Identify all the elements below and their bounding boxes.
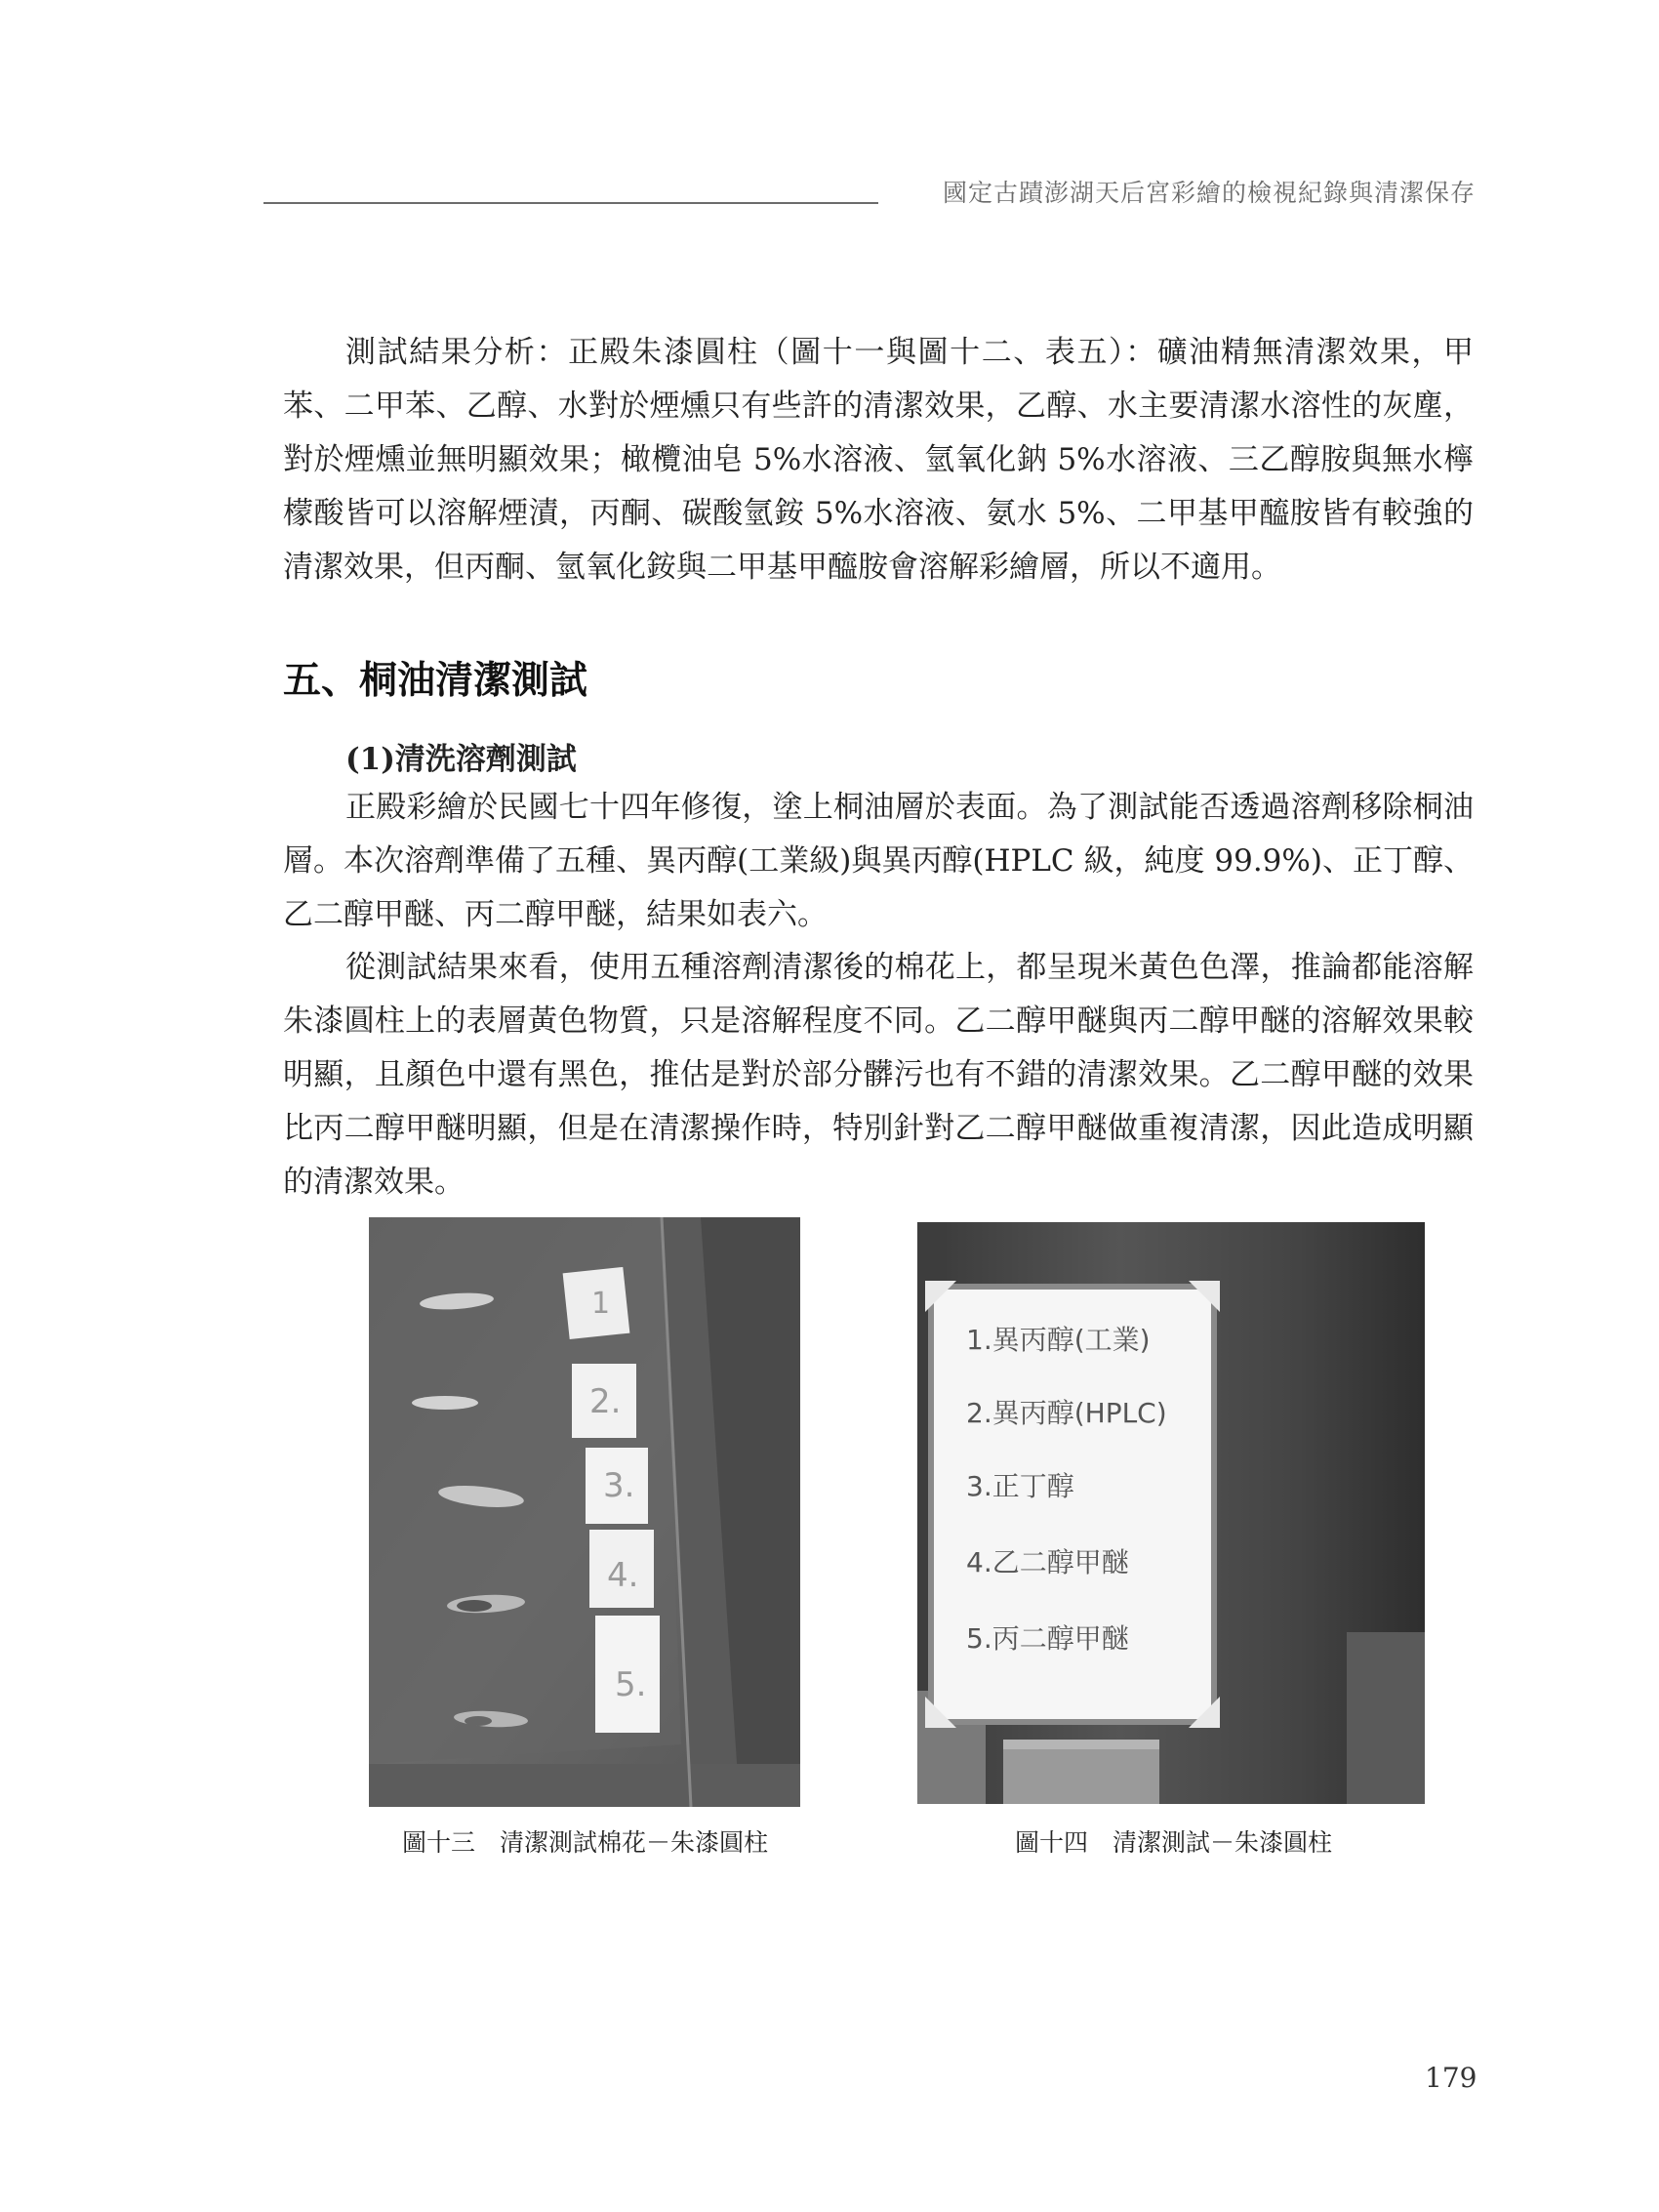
figure-13-caption: 圖十三 清潔測試棉花－朱漆圓柱 [402,1828,769,1857]
board-line-3: 3.正丁醇 [966,1470,1074,1502]
figure-14-caption: 圖十四 清潔測試－朱漆圓柱 [1015,1828,1333,1857]
whiteboard-photo [917,1222,1425,1804]
figure-14 [917,1222,1425,1804]
page-number: 179 [1425,2062,1477,2094]
label-2: 2. [589,1382,622,1421]
board-line-5: 5.丙二醇甲醚 [966,1622,1129,1655]
figure-13 [369,1217,800,1807]
board-line-2: 2.異丙醇(HPLC) [966,1397,1167,1429]
board-line-1: 1.異丙醇(工業) [966,1324,1151,1356]
section-heading: 五、桐油清潔測試 [283,658,588,703]
result-paragraph: 從測試結果來看，使用五種溶劑清潔後的棉花上，都呈現米黃色色澤，推論都能溶解朱漆圓柱上的表層黃色物質，只是溶解程度不同。乙二醇甲醚與丙二醇甲醚的溶解效果較明顯，且顏色中還有黑色，推估是對於部分髒污也有不錯的清潔效果。乙二醇甲醚的效果比丙二醇甲醚明顯，但是在清潔操作時，特別針對乙二醇甲醚做重複清潔，因此造成明顯的清潔效果。 [283,950,1474,1200]
label-5: 5. [615,1665,647,1704]
subheading: (1)清洗溶劑測試 [345,742,577,777]
cotton-swab-photo [369,1217,800,1807]
board-line-4: 4.乙二醇甲醚 [966,1546,1129,1578]
running-header-title: 國定古蹟澎湖天后宮彩繪的檢視紀錄與清潔保存 [942,179,1476,207]
analysis-paragraph: 測試結果分析：正殿朱漆圓柱（圖十一與圖十二、表五）：礦油精無清潔效果，甲苯、二甲苯、乙醇、水對於煙燻只有些許的清潔效果，乙醇、水主要清潔水溶性的灰塵，對於煙燻並無明顯效果；橄欖油皂 5%水溶液、氫氧化鈉 5%水溶液、三乙醇胺與無水檸檬酸皆可以溶解煙漬，丙酮、碳酸氫銨 5%水溶液、氨水 5%、二甲基甲醯胺皆有較強的清潔效果，但丙酮、氫氧化銨與二甲基甲醯胺會溶解彩繪層，所以不適用。 [283,335,1474,585]
label-3: 3. [603,1466,635,1505]
label-1: 1 [591,1287,611,1321]
header-rule [263,202,878,204]
label-4: 4. [607,1556,639,1595]
intro-paragraph: 正殿彩繪於民國七十四年修復，塗上桐油層於表面。為了測試能否透過溶劑移除桐油層。本次溶劑準備了五種、異丙醇(工業級)與異丙醇(HPLC 級，純度 99.9%)、正丁醇、乙二醇甲醚、丙二醇甲醚，結果如表六。 [283,790,1474,932]
